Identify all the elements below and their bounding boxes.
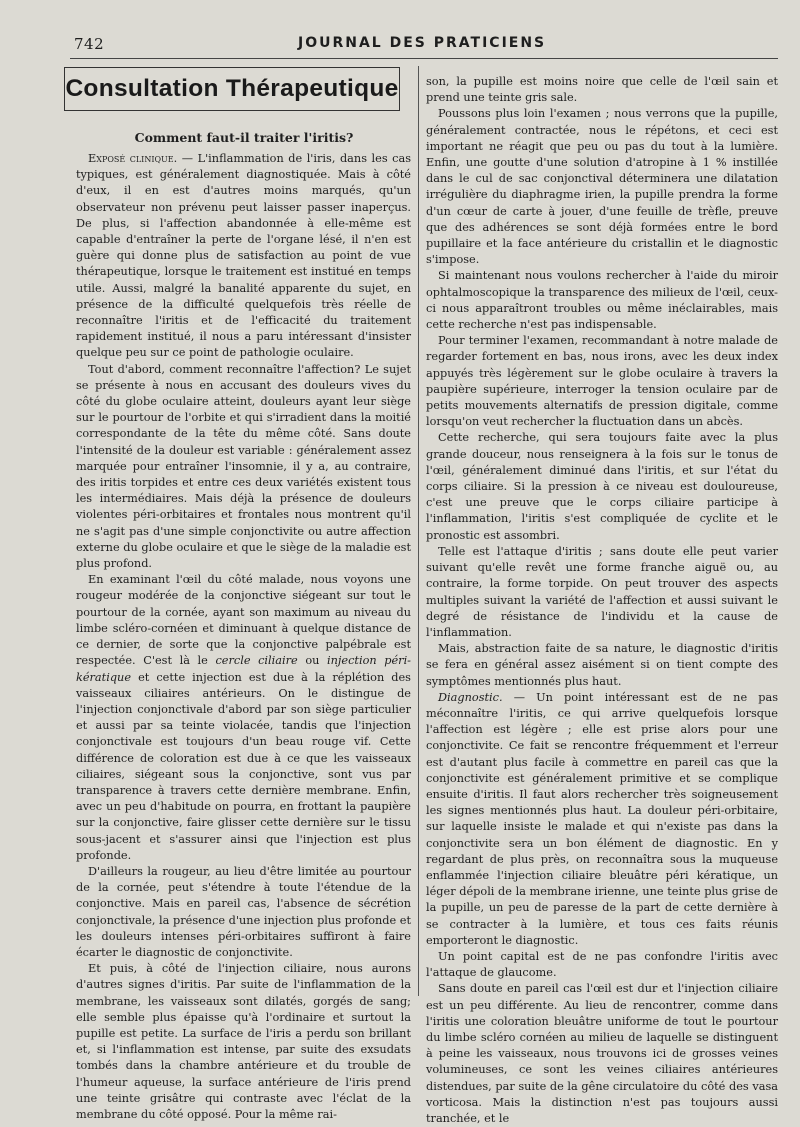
paragraph: Poussons plus loin l'examen ; nous verrons que la pupille, généralement contractée, nous le répétons, et ceci est important ne réagit que peu ou pas du tout à la lumière. Enfin, une goutte d'une solution d'atropine à 1 % instillée dans le cul de sac conjonctival déterminera une dilatation irrégulière du diaphragme irien, la pupille prendra la forme d'un cœur de carte à jouer, d'une feuille de trèfle, preuve que des adhérences se sont déjà formées entre le bord pupillaire et la face antérieure du cristallin et le diagnostic s'impose. [426,107,778,267]
section-title: Consultation Thérapeutique [65,75,399,102]
paragraph-label: Diagnostic. [438,690,503,704]
paragraph-label: Exposé clinique. [88,152,178,165]
paragraph [76,151,411,362]
paragraph: Et puis, à côté de l'injection ciliaire, nous aurons d'autres signes d'iritis. Par suite de l'inflammation de la membrane, les vaisseaux sont dilatés, gorgés de sang; elle semble plus épaisse qu'à l'ordinaire et surtout la pupille est petite. La surface de l'iris a perdu son brillant et, si l'inflammation est intense, par suite des exsudats tombés dans la chambre antérieure et du trouble de l'humeur aqueuse, la surface antérieure de l'iris prend une teinte grisâtre qui contraste avec l'éclat de la membrane du côté opposé. Pour la même rai- [76,962,411,1121]
paragraph: Cette recherche, qui sera toujours faite avec la plus grande douceur, nous renseignera à la fois sur le tonus de l'œil, généralement diminué dans l'iritis, et sur l'état du corps ciliaire. Si la pression à ce niveau est douloureuse, c'est une preuve que le corps ciliaire participe à l'inflammation, l'iritis s'est compliquée de cyclite et le pronostic est assombri. [426,431,778,542]
paragraph: Telle est l'attaque d'iritis ; sans doute elle peut varier suivant qu'elle revêt une forme franche aiguë ou, au contraire, la forme torpide. On peut trouver des aspects multiples suivant la variété de l'affection et aussi suivant le degré de résistance de l'individu et la cause de l'inflammation. [426,544,778,639]
right-column [426,74,778,1127]
column-rule [418,66,419,996]
paragraph-text: — L'inflammation de l'iris, dans les cas typiques, est généralement diagnostiquée. Mais à côté d'eux, il en est d'autres moins marqués, qu'un observateur non prévenu peut laisser passer inaperçus. De plus, si l'affection abandonnée à elle-même est capable d'entraîner la perte de l'organe lésé, il n'en est guère qui donne plus de satisfaction au point de vue thérapeutique, lorsque le traitement est institué en temps utile. Aussi, malgré la banalité apparente du sujet, en présence de la difficulté quelquefois très réelle de reconnaître l'iritis et de l'efficacité du traitement rapidement institué, il nous a paru intéressant d'insister quelque peu sur ce point de pathologie oculaire. [76,152,412,360]
paragraph: Mais, abstraction faite de sa nature, le diagnostic d'iritis se fera en général assez aisément si on tient compte des symptômes mentionnés plus haut. [426,642,778,688]
paragraph: Un point capital est de ne pas confondre l'iritis avec l'attaque de glaucome. [426,949,778,980]
running-title: JOURNAL DES PRATICIENS [298,35,547,51]
paragraph-text: En examinant l'œil du côté malade, nous voyons une rougeur modérée de la conjonctive siégeant sur tout le pourtour de la cornée, ayant son maximum au niveau du limbe scléro-cornéen et diminuant à quelque distance de ce dernier, de sorte que la conjonctive palpébrale est respectée. C'est là le [76,573,411,668]
paragraph [76,572,411,864]
paragraph-text: — Un point intéressant est de ne pas méconnaître l'iritis, ce qui arrive quelquefois lorsque l'affection est légère ; elle est prise alors pour une conjonctivite. Ce fait se rencontre fréquemment et l'erreur est d'autant plus facile à commettre en pareil cas que la conjonctivite est généralement primitive et se complique ensuite d'iritis. Il faut alors rechercher très soigneusement les signes mentionnés plus haut. La douleur péri-orbitaire, sur laquelle insiste le malade et qui n'existe pas dans la conjonctivite sera un bon élément de diagnostic. En y regardant de plus près, on reconnaîtra sous la muqueuse enflammée l'injection ciliaire bleuâtre péri kératique, un léger dépoli de la membrane irienne, une teinte plus grise de la pupille, un peu de paresse de la part de cette dernière à se contracter à la lumière, et tous ces faits réunis emporteront le diagnostic. [426,690,778,947]
paragraph: Sans doute en pareil cas l'œil est dur et l'injection ciliaire est un peu différente. Au lieu de rencontrer, comme dans l'iritis une coloration bleuâtre uniforme de tout le pourtour du limbe scléro cornéen au milieu de laquelle se distinguent à peine les vaisseaux, nous trouvons ici de grosses veines volumineuses, ce sont les veines ciliaires antérieures distendues, par suite de la gêne circulatoire du côté des vasa vorticosa. Mais la distinction n'est pas toujours aussi tranchée, et le [426,982,778,1125]
paragraph-text: ou [297,654,328,668]
header-rule [70,58,778,59]
paragraph: D'ailleurs la rougeur, au lieu d'être limitée au pourtour de la cornée, peut s'étendre à toute l'étendue de la conjonctive. Mais en pareil cas, l'absence de sécrétion conjonctivale, la présence d'une injection plus profonde et les douleurs intenses péri-orbitaires suffiront à faire écarter le diagnostic de conjonctivite. [76,864,412,959]
emphasis-term: cercle ciliaire [215,654,298,668]
section-title-box [64,67,400,111]
paragraph: Si maintenant nous voulons rechercher à l'aide du miroir ophtalmoscopique la transparence des milieux de l'œil, ceux-ci nous apparaîtront troubles ou même inéclairables, mais cette recherche n'est pas indispensable. [426,269,778,332]
page-number: 742 [74,35,105,53]
paragraph: son, la pupille est moins noire que celle de l'œil sain et prend une teinte gris sale. [426,75,778,105]
paragraph [426,690,778,949]
paragraph-text: et cette injection est due à la réplétion des vaisseaux ciliaires antérieurs. On le distingue de l'injection conjonctivale d'abord par son siège particulier et aussi par sa teinte violacée, tandis que l'injection conjonctivale est toujours d'un beau rouge vif. Cette différence de coloration est due à ce que les vaisseaux ciliaires, siégeant sous la conjonctive, sont vus par transparence à travers cette dernière membrane. Enfin, avec un peu d'habitude on pourra, en frottant la paupière sur la conjonctive, faire glisser cette dernière sur le tissu sous-jacent et s'assurer ainsi que l'injection est plus profonde. [76,670,411,862]
paragraph: Tout d'abord, comment reconnaître l'affection? Le sujet se présente à nous en accusant des douleurs vives du côté du globe oculaire atteint, douleurs ayant leur siège sur le pourtour de l'orbite et qui s'irradient dans la moitié correspondante de la tête du même côté. Sans doute l'intensité de la douleur est variable : généralement assez marquée pour entraîner l'insomnie, il y a, au contraire, des iritis torpides et entre ces deux variétés existent tous les intermédiaires. Mais déjà la présence de douleurs violentes péri-orbitaires et frontales nous montrent qu'il ne s'agit pas d'une simple conjonctivite ou autre affection externe du globe oculaire et que le siège de la maladie est plus profond. [76,362,412,571]
paragraph: Pour terminer l'examen, recommandant à notre malade de regarder fortement en bas, nous irons, avec les deux index appuyés très légèrement sur le globe oculaire à travers la paupière supérieure, interroger la tension oculaire par de petits mouvements alternatifs de pression digitale, comme lorsqu'on veut rechercher la fluctuation dans un abcès. [426,334,778,429]
emphasis-term: injection péri-kératique [76,654,411,684]
left-column [76,151,411,1123]
article-title: Comment faut-il traiter l'iritis? [134,130,354,145]
